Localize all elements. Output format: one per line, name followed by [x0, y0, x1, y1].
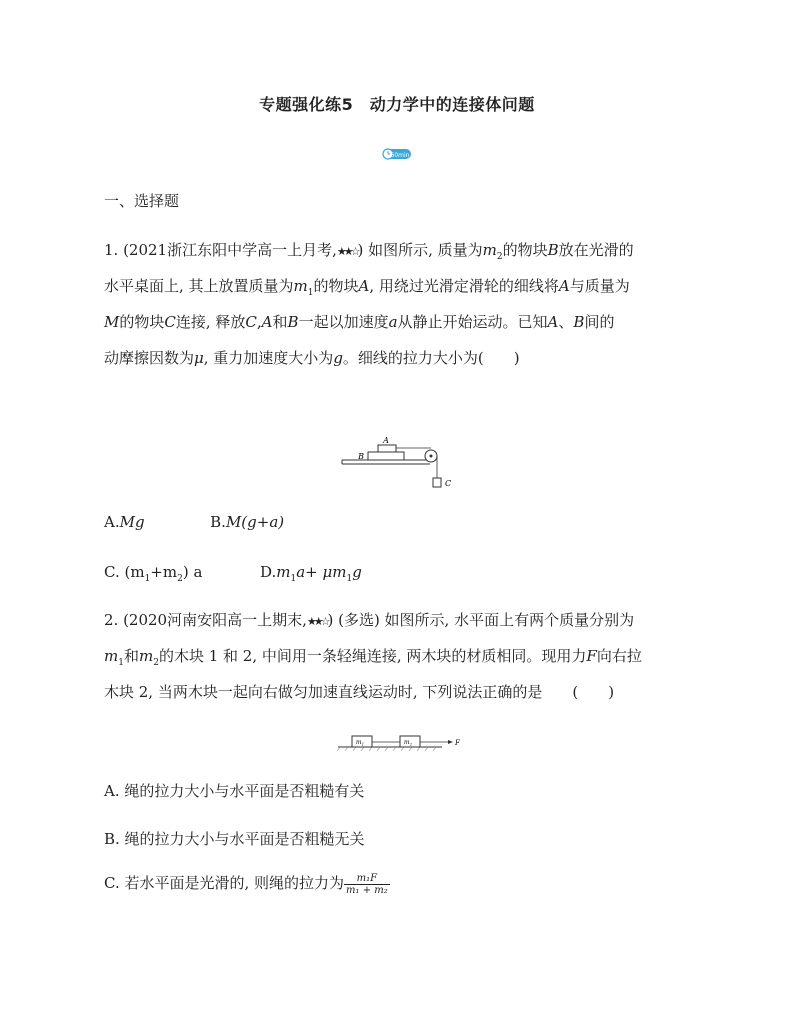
force-label: F	[455, 739, 460, 747]
page-title: 专题强化练5 动力学中的连接体问题	[259, 95, 535, 114]
q2-option-c: C. 若水平面是光滑的, 则绳的拉力为 $\frac{\text{m₁F}}{\text{m₁ + m₂}}$	[104, 872, 388, 896]
q1-option-b-label: B.	[210, 513, 226, 531]
section-heading: 一、选择题	[104, 192, 180, 210]
q2-line-2: $m_1$和$m_2$的木块 1 和 2, 中间用一条轻绳连接, 两木块的材质相同。现用力F向右拉	[104, 647, 642, 668]
q1-line-1: 1. (2021浙江东阳中学高一上月考,★★☆) 如图所示, 质量为$m_2$的物块B放在光滑的	[104, 241, 634, 262]
label-b: B	[358, 452, 364, 461]
timer-text: 60min	[390, 152, 410, 159]
q1-figure	[338, 436, 462, 494]
q2-line-1: 2. (2020河南安阳高一上期末,★★☆) (多选) 如图所示, 水平面上有两个质量分别为	[104, 611, 635, 629]
q2-option-a: A. 绳的拉力大小与水平面是否粗糙有关	[104, 782, 365, 800]
block-c	[433, 478, 441, 487]
label-a: A	[383, 436, 389, 445]
difficulty-stars-icon: ★★☆	[336, 245, 358, 258]
q1-options-ab: A.Mg B.M(g+a)	[104, 513, 285, 531]
q1-line-4: 动摩擦因数为μ, 重力加速度大小为g。细线的拉力大小为( )	[104, 349, 520, 367]
q1-options-cd: C. $(m_1+m_2)$ a $D.m_1a+ \mu m_1g$	[104, 563, 362, 584]
block-1-label: $m_1$	[355, 739, 365, 747]
label-c: C	[445, 479, 452, 488]
q2-line-3: 木块 2, 当两木块一起向右做匀加速直线运动时, 下列说法正确的是 ( )	[104, 683, 615, 701]
q1-line-2: 水平桌面上, 其上放置质量为$m_1$的物块A, 用绕过光滑定滑轮的细线将A与质量为	[104, 277, 630, 298]
fraction: $\frac{\text{m₁F}}{\text{m₁ + m₂}}$	[346, 872, 388, 896]
difficulty-stars-icon: ★★☆	[306, 615, 328, 628]
q2-option-b: B. 绳的拉力大小与水平面是否粗糙无关	[104, 830, 365, 848]
block-a	[378, 445, 396, 452]
arrow-head-icon	[448, 740, 453, 744]
block-b	[368, 452, 404, 460]
block-2-label: $m_2$	[403, 739, 413, 747]
q1-option-a-label: A.	[104, 513, 120, 531]
q1-line-3: M的物块C连接, 释放C,A和B一起以加速度a从静止开始运动。已知A、B间的	[104, 313, 615, 331]
q2-figure	[336, 732, 466, 754]
timer-badge	[382, 148, 412, 160]
